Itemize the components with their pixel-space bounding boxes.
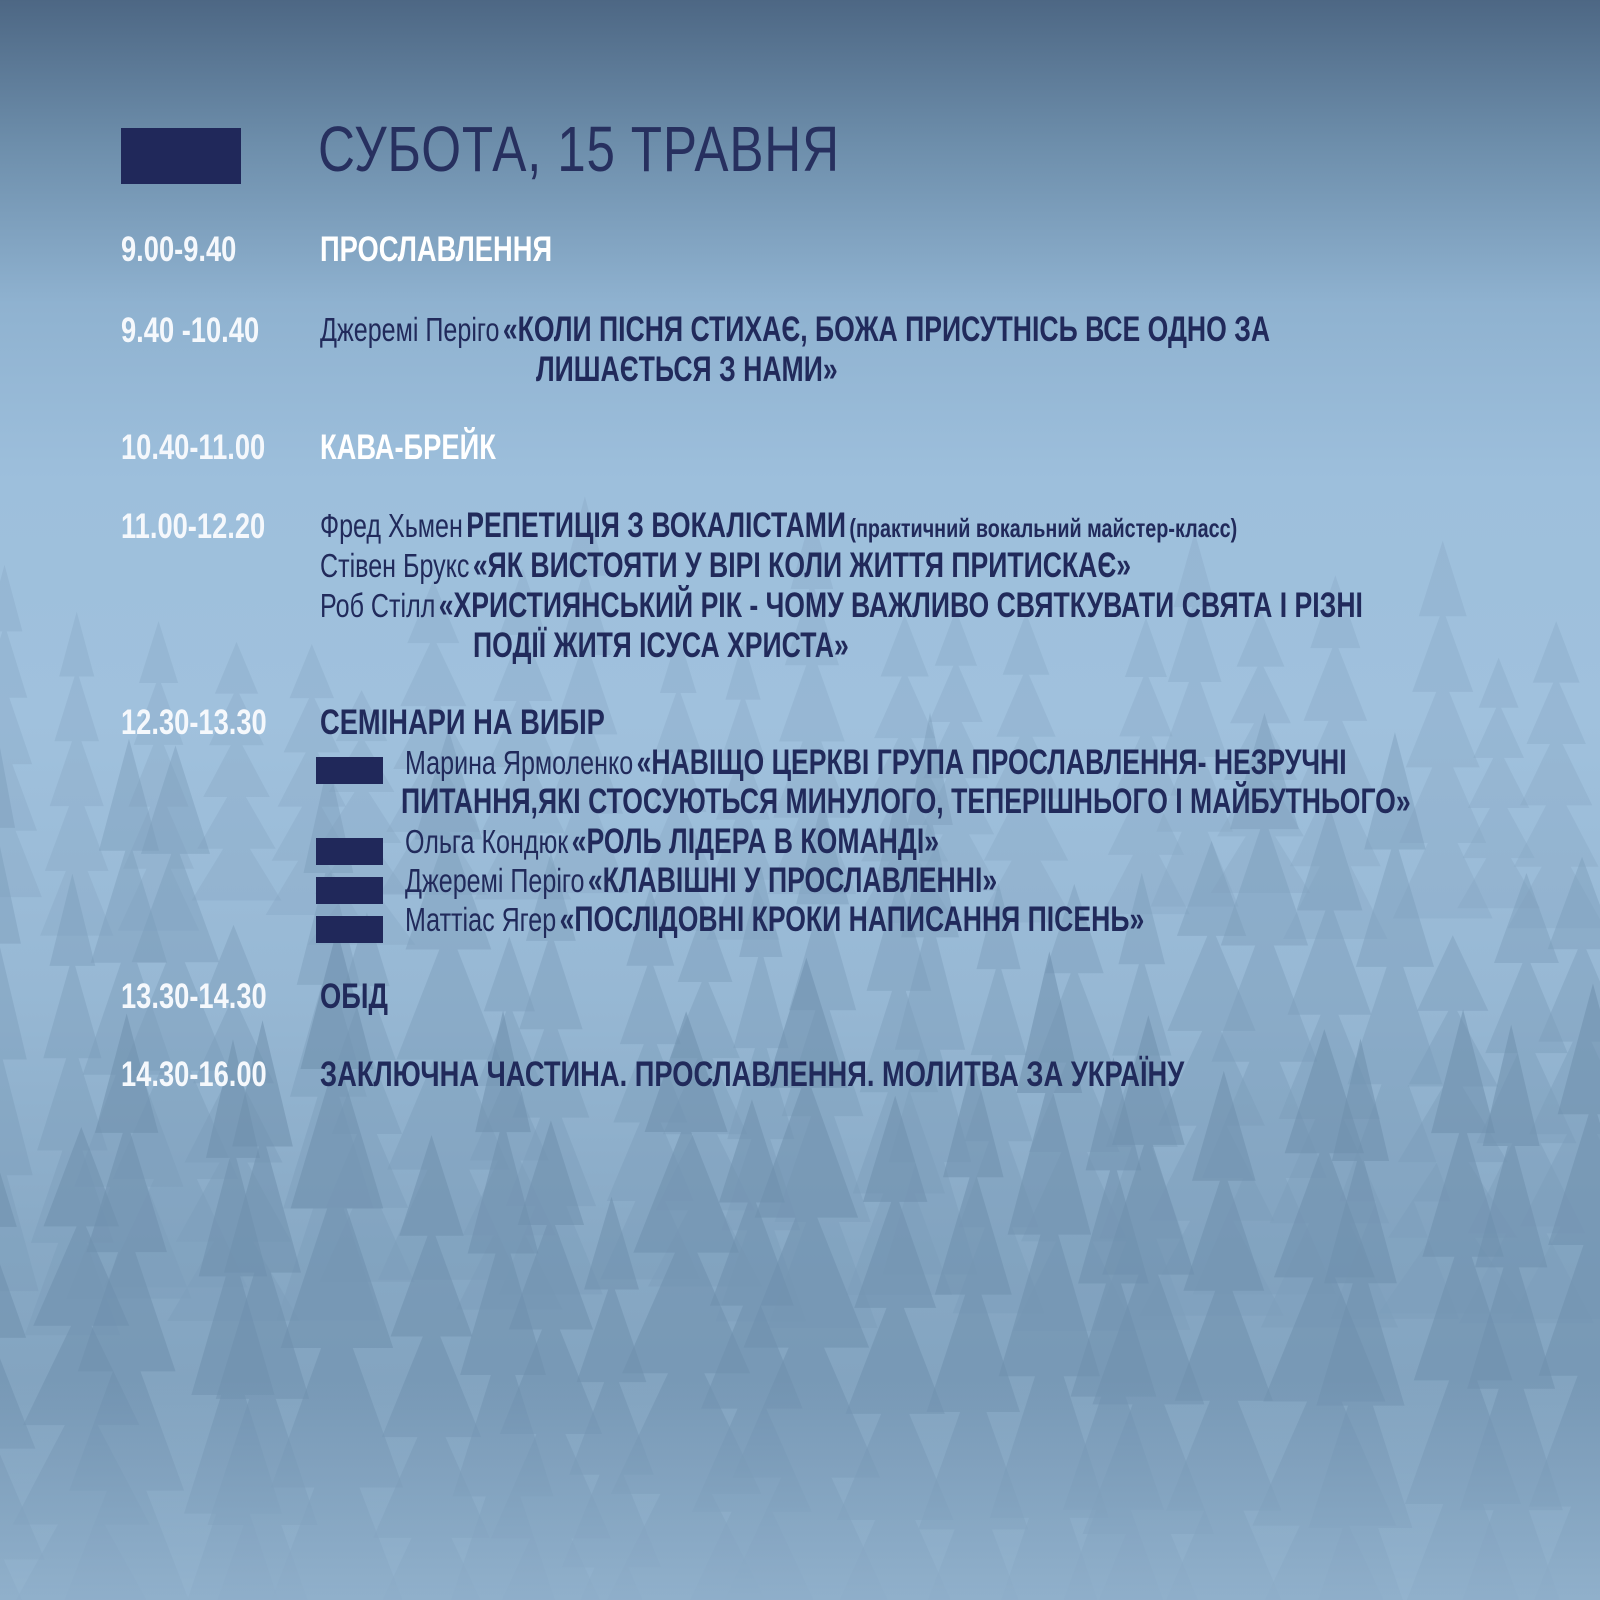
- talk-title: «ХРИСТИЯНСЬКИЙ РІК - ЧОМУ ВАЖЛИВО СВЯТКУВАТИ СВЯТА І РІЗНІ: [438, 586, 1363, 625]
- talk-note: (практичний вокальний майстер-класс): [849, 513, 1238, 543]
- session-item-1: [320, 506, 1237, 546]
- session-talk-line-2: [536, 350, 838, 390]
- speaker-name: Джеремі Періго: [405, 862, 585, 899]
- speaker-name: Роб Стілл: [320, 587, 436, 624]
- seminar-item-1-cont: [401, 782, 1411, 822]
- talk-title-cont: ЛИШАЄТЬСЯ З НАМИ»: [536, 350, 838, 389]
- seminar-item-1: [405, 743, 1347, 783]
- bullet-square: [316, 838, 383, 865]
- bullet-square: [316, 916, 383, 943]
- talk-title-cont: ПОДІЇ ЖИТЯ ІСУСА ХРИСТА»: [473, 626, 849, 665]
- session-praise: ПРОСЛАВЛЕННЯ: [320, 230, 553, 269]
- speaker-name: Стівен Брукс: [320, 547, 470, 584]
- talk-title: «ЯК ВИСТОЯТИ У ВІРІ КОЛИ ЖИТТЯ ПРИТИСКАЄ»: [472, 546, 1132, 585]
- speaker-name: Маттіас Ягер: [405, 901, 557, 938]
- session-closing: ЗАКЛЮЧНА ЧАСТИНА. ПРОСЛАВЛЕННЯ. МОЛИТВА ЗА УКРАЇНУ: [320, 1055, 1185, 1094]
- time-slot-1: 9.00-9.40: [121, 230, 237, 269]
- seminar-item-4: [405, 900, 1144, 940]
- time-slot-7: 14.30-16.00: [121, 1055, 267, 1094]
- seminar-title: «РОЛЬ ЛІДЕРА В КОМАНДІ»: [571, 822, 940, 861]
- speaker-name: Фред Хьмен: [320, 507, 463, 544]
- speaker-name: Джеремі Періго: [320, 311, 500, 348]
- time-slot-3: 10.40-11.00: [121, 428, 266, 467]
- speaker-name: Марина Ярмоленко: [405, 744, 634, 781]
- seminar-title: «ПОСЛІДОВНІ КРОКИ НАПИСАННЯ ПІСЕНЬ»: [559, 900, 1145, 939]
- talk-title: «КОЛИ ПІСНЯ СТИХАЄ, БОЖА ПРИСУТНІСЬ ВСЕ ОДНО ЗА: [502, 310, 1271, 349]
- session-seminars: СЕМІНАРИ НА ВИБІР: [320, 703, 605, 742]
- session-item-3-cont: [473, 626, 849, 666]
- bullet-square: [316, 877, 383, 904]
- seminar-title: «КЛАВІШНІ У ПРОСЛАВЛЕННІ»: [587, 861, 998, 900]
- talk-title: РЕПЕТИЦІЯ З ВОКАЛІСТАМИ: [466, 506, 847, 545]
- time-slot-5: 12.30-13.30: [121, 703, 267, 742]
- session-lunch: ОБІД: [320, 977, 388, 1016]
- time-slot-4: 11.00-12.20: [121, 507, 266, 546]
- speaker-name: Ольга Кондюк: [405, 823, 569, 860]
- seminar-item-2: [405, 822, 939, 862]
- session-talk-line: [320, 310, 1270, 350]
- seminar-title: «НАВІЩО ЦЕРКВІ ГРУПА ПРОСЛАВЛЕННЯ- НЕЗРУЧНІ: [636, 743, 1347, 782]
- seminar-title-cont: ПИТАННЯ,ЯКІ СТОСУЮТЬСЯ МИНУЛОГО, ТЕПЕРІШНЬОГО І МАЙБУТНЬОГО»: [401, 782, 1411, 821]
- time-slot-2: 9.40 -10.40: [121, 311, 260, 350]
- time-slot-6: 13.30-14.30: [121, 977, 267, 1016]
- header-accent-bar: [121, 128, 241, 184]
- session-coffee-break: КАВА-БРЕЙК: [320, 428, 496, 467]
- bullet-square: [316, 757, 383, 784]
- session-item-2: [320, 546, 1131, 586]
- session-item-3: [320, 586, 1363, 626]
- seminar-item-3: [405, 861, 997, 901]
- page-title: СУБОТА, 15 ТРАВНЯ: [318, 113, 840, 185]
